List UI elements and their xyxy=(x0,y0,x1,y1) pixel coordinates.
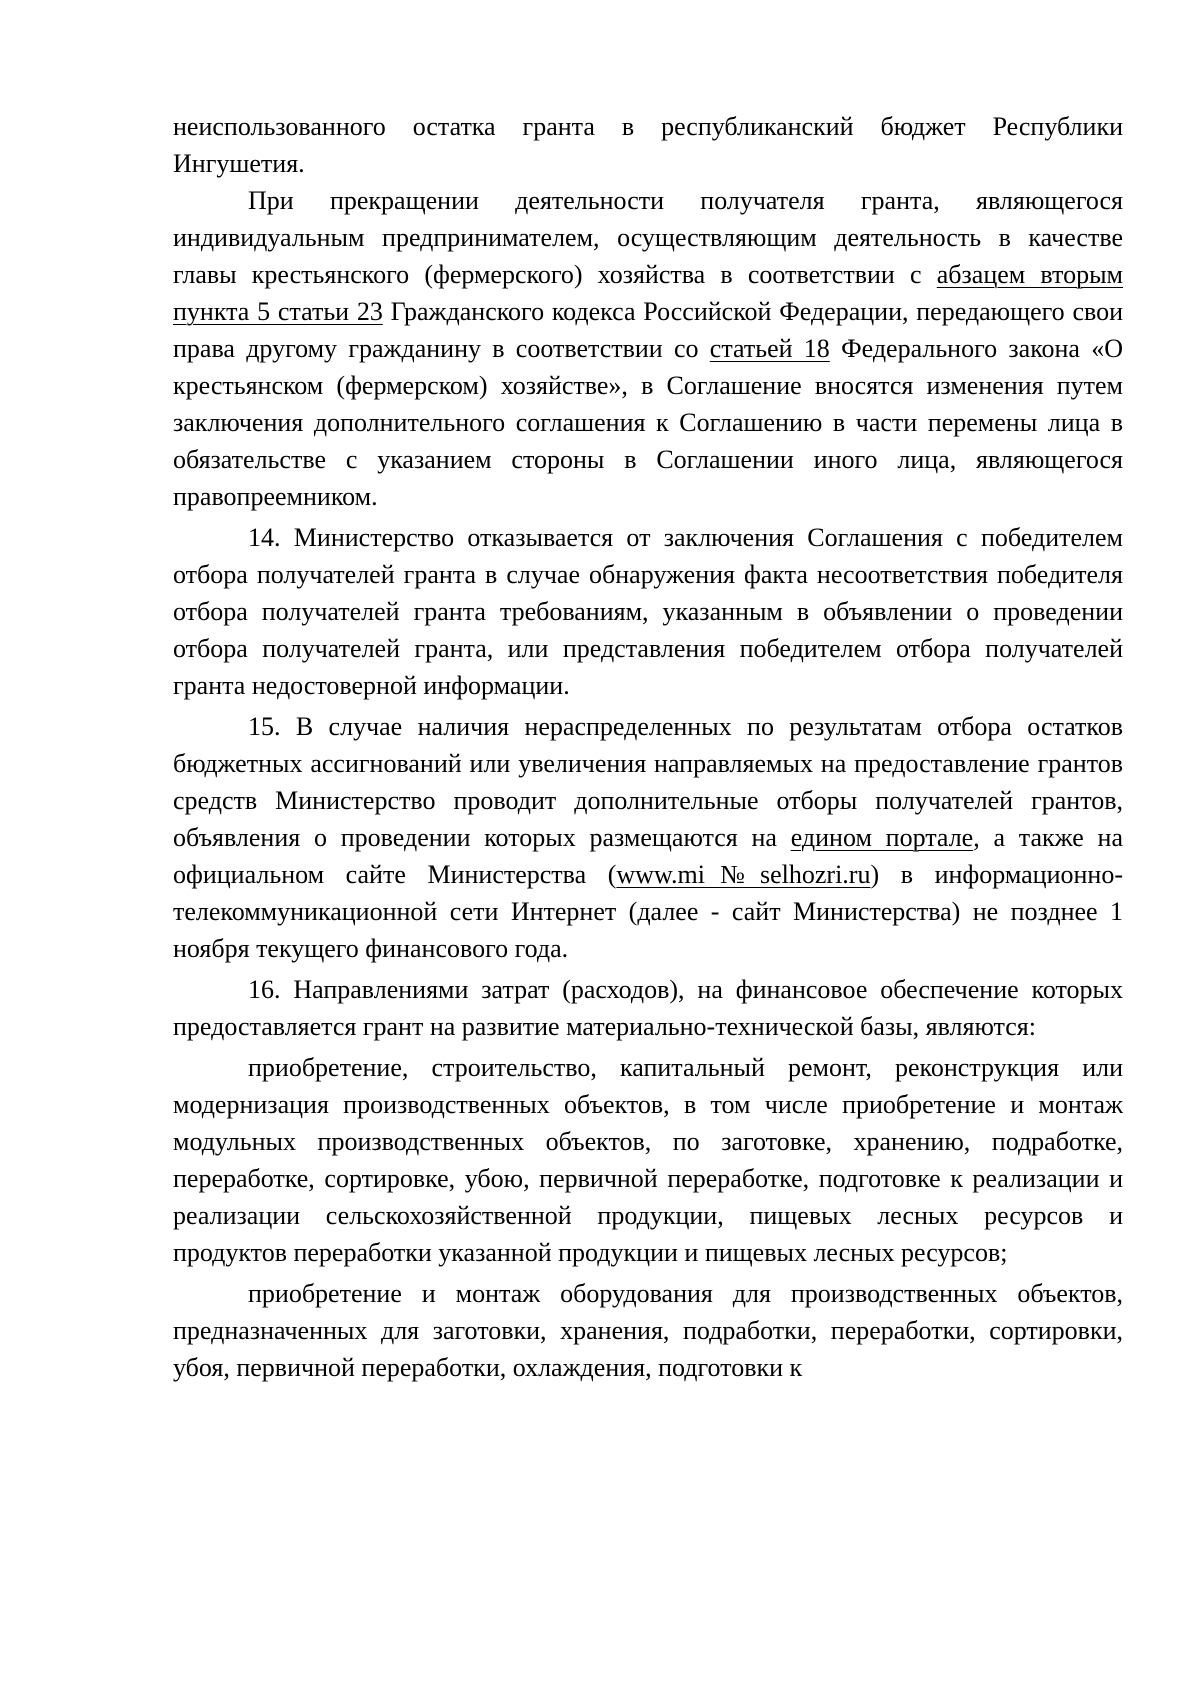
paragraph-item-16: 16. Направлениями затрат (расходов), на финансовое обеспечение которых предоставляется грант на развитие материально-технической базы, являются: xyxy=(173,975,1123,1041)
document-page xyxy=(173,108,1123,1386)
text-fragment: 15. В случае наличия нераспределенных по результатам отбора остатков бюджетных ассигнований или увеличения направляемых на предоставление грантов средств Министерство проводит дополнительные отборы получателей грантов, объявления о проведении которых размещаются на xyxy=(173,712,1123,852)
federal-law-article-link[interactable]: статьей 18 xyxy=(709,334,830,363)
paragraph-item-15 xyxy=(173,708,1123,967)
paragraph-item-14: 14. Министерство отказывается от заключения Соглашения с победителем отбора получателей гранта в случае обнаружения факта несоответствия победителя отбора получателей гранта требованиям, указанным в объявлении о проведении отбора получателей гранта, или представления победителем отбора получателей гранта недостоверной информации. xyxy=(173,523,1123,700)
unified-portal-link[interactable]: едином портале xyxy=(790,823,974,852)
paragraph-termination-of-activity xyxy=(173,182,1123,515)
paragraph-expense-direction-1: приобретение, строительство, капитальный ремонт, реконструкция или модернизация производственных объектов, в том числе приобретение и монтаж модульных производственных объектов, по заготовке, хранению, подработке, переработке, сортировке, убою, первичной переработке, подготовке к реализации и реализации сельскохозяйственной продукции, пищевых лесных ресурсов и продуктов переработки указанной продукции и пищевых лесных ресурсов; xyxy=(173,1053,1123,1267)
paragraph-expense-direction-2: приобретение и монтаж оборудования для производственных объектов, предназначенных для заготовки, хранения, подработки, переработки, сортировки, убоя, первичной переработки, охлаждения, подготовки к xyxy=(173,1279,1123,1382)
ministry-website-link[interactable]: www.mi№selhozri.ru xyxy=(616,860,871,889)
text-fragment: , а также на официальном сайте Министерства ( xyxy=(173,823,1124,889)
text-fragment: ) в информационно-телекоммуникационной сети Интернет (далее - сайт Министерства) не позднее 1 ноября текущего финансового года. xyxy=(173,860,1123,963)
text-fragment: Федерального закона «О крестьянском (фермерском) хозяйстве», в Соглашение вносятся изменения путем заключения дополнительного соглашения к Соглашению в части перемены лица в обязательстве с указанием стороны в Соглашении иного лица, являющегося правопреемником. xyxy=(173,334,1123,511)
text-fragment: При прекращении деятельности получателя гранта, являющегося индивидуальным предпринимателем, осуществляющим деятельность в качестве главы крестьянского (фермерского) хозяйства в соответствии с xyxy=(173,186,1123,289)
civil-code-article-link[interactable]: абзацем вторым пункта 5 статьи 23 xyxy=(173,260,1123,326)
paragraph-continuation: неиспользованного остатка гранта в республиканский бюджет Республики Ингушетия. xyxy=(173,112,1123,178)
text-fragment: Гражданского кодекса Российской Федерации, передающего свои права другому гражданину в соответствии со xyxy=(173,297,1124,363)
